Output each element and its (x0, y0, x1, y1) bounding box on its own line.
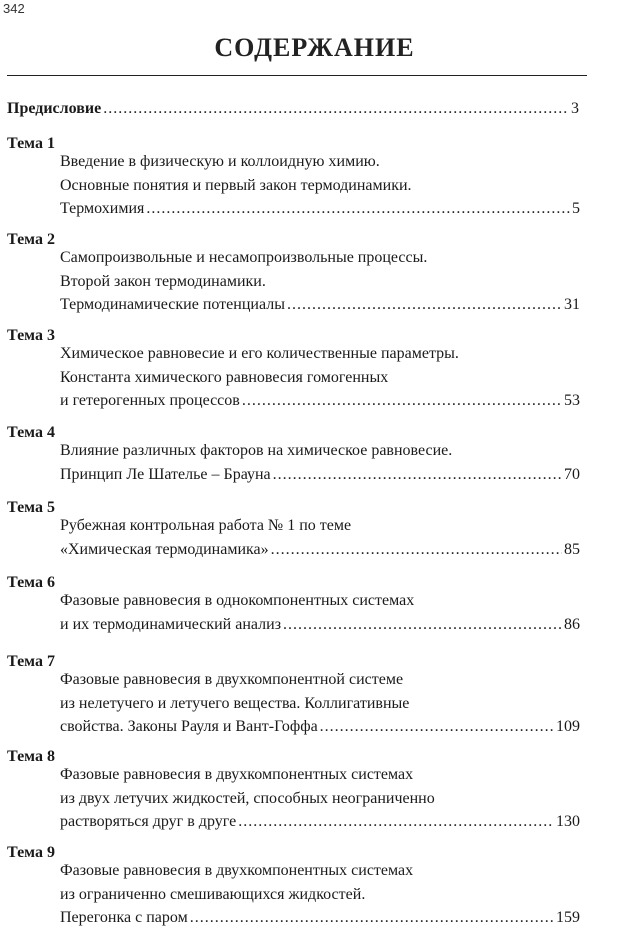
page-number: 342 (3, 1, 25, 16)
topic-page-number: 85 (564, 540, 580, 558)
topic-title-last-line (60, 538, 580, 562)
topic-heading: Тема 9 (7, 844, 55, 861)
toc-entry-topic[interactable] (60, 668, 580, 739)
dot-leader (190, 906, 554, 930)
topic-title-line: Введение в физическую и коллоидную химию. (60, 153, 380, 170)
toc-entry-topic[interactable] (60, 589, 580, 636)
topic-title-text: Принцип Ле Шателье – Брауна (60, 465, 271, 483)
preface-page-number: 3 (571, 100, 579, 117)
topic-page-number: 70 (564, 465, 580, 483)
topic-title-line: Второй закон термодинамики. (60, 272, 266, 290)
topic-heading: Тема 8 (7, 748, 55, 765)
topic-title-last-line (60, 389, 580, 413)
title-divider (7, 75, 587, 76)
topic-title-last-line (60, 906, 580, 930)
topic-title-text: Термохимия (60, 200, 145, 217)
topic-title-last-line (60, 293, 580, 317)
dot-leader (146, 197, 570, 221)
topic-title-line: Константа химического равновесия гомогенных (60, 368, 389, 386)
topic-heading: Тема 4 (7, 424, 55, 441)
topic-title-last-line (60, 463, 580, 487)
topic-title-line: Самопроизвольные и несамопроизвольные процессы. (60, 249, 428, 266)
toc-entry-topic[interactable] (60, 246, 580, 317)
topic-title-text: «Химическая термодинамика» (60, 540, 269, 558)
topic-title-last-line (60, 810, 580, 834)
topic-title-last-line (60, 715, 580, 739)
topic-title-text: Перегонка с паром (60, 909, 188, 926)
toc-entry-topic[interactable] (60, 859, 580, 930)
topic-heading: Тема 7 (7, 653, 55, 670)
topic-heading: Тема 6 (7, 574, 55, 591)
topic-title-line: Рубежная контрольная работа № 1 по теме (60, 517, 352, 534)
topic-title-last-line (60, 197, 580, 221)
preface-label: Предисловие (7, 100, 102, 117)
page-title: СОДЕРЖАНИЕ (214, 33, 415, 62)
topic-title-text: и гетерогенных процессов (60, 392, 240, 409)
topic-page-number: 86 (564, 615, 580, 633)
dot-leader (283, 613, 562, 637)
dot-leader (273, 463, 562, 487)
toc-entry-topic[interactable] (60, 342, 580, 413)
topic-heading: Тема 5 (7, 499, 55, 516)
dot-leader (238, 810, 554, 834)
topic-title-text: растворяться друг в друге (60, 813, 237, 830)
topic-title-line: из нелетучего и летучего вещества. Коллигативные (60, 694, 410, 712)
topic-heading: Тема 2 (7, 231, 55, 248)
topic-page-number: 130 (556, 813, 580, 830)
topic-heading: Тема 1 (7, 135, 55, 152)
topic-title-text: и их термодинамический анализ (60, 615, 282, 633)
topic-title-line: Фазовые равновесия в двухкомпонентных системах (60, 862, 414, 879)
topic-page-number: 53 (564, 392, 580, 409)
topic-title-line: Основные понятия и первый закон термодинамики. (60, 176, 412, 194)
dot-leader (271, 538, 562, 562)
dot-leader (320, 715, 554, 739)
topic-title-text: Термодинамические потенциалы (60, 296, 285, 313)
toc-entry-topic[interactable] (60, 514, 580, 561)
topic-title-line: Фазовые равновесия в однокомпонентных системах (60, 592, 415, 609)
toc-entry-topic[interactable] (60, 150, 580, 221)
topic-heading: Тема 3 (7, 327, 55, 344)
topic-page-number: 159 (556, 909, 580, 926)
dot-leader (103, 98, 569, 120)
topic-title-last-line (60, 613, 580, 637)
toc-entry-topic[interactable] (60, 439, 580, 486)
topic-page-number: 5 (572, 200, 580, 217)
toc-entry-topic[interactable] (60, 763, 580, 834)
topic-page-number: 31 (564, 296, 580, 313)
dot-leader (287, 293, 562, 317)
topic-page-number: 109 (556, 718, 580, 735)
topic-title-text: свойства. Законы Рауля и Вант-Гоффа (60, 718, 318, 735)
topic-title-line: Химическое равновесие и его количественные параметры. (60, 345, 459, 362)
dot-leader (242, 389, 562, 413)
topic-title-line: Влияние различных факторов на химическое равновесие. (60, 442, 453, 459)
topic-title-line: Фазовые равновесия в двухкомпонентных системах (60, 766, 414, 783)
toc-entry-preface[interactable] (7, 98, 579, 120)
topic-title-line: Фазовые равновесия в двухкомпонентной системе (60, 671, 404, 688)
topic-title-line: из ограниченно смешивающихся жидкостей. (60, 885, 366, 903)
topic-title-line: из двух летучих жидкостей, способных неограниченно (60, 789, 435, 807)
